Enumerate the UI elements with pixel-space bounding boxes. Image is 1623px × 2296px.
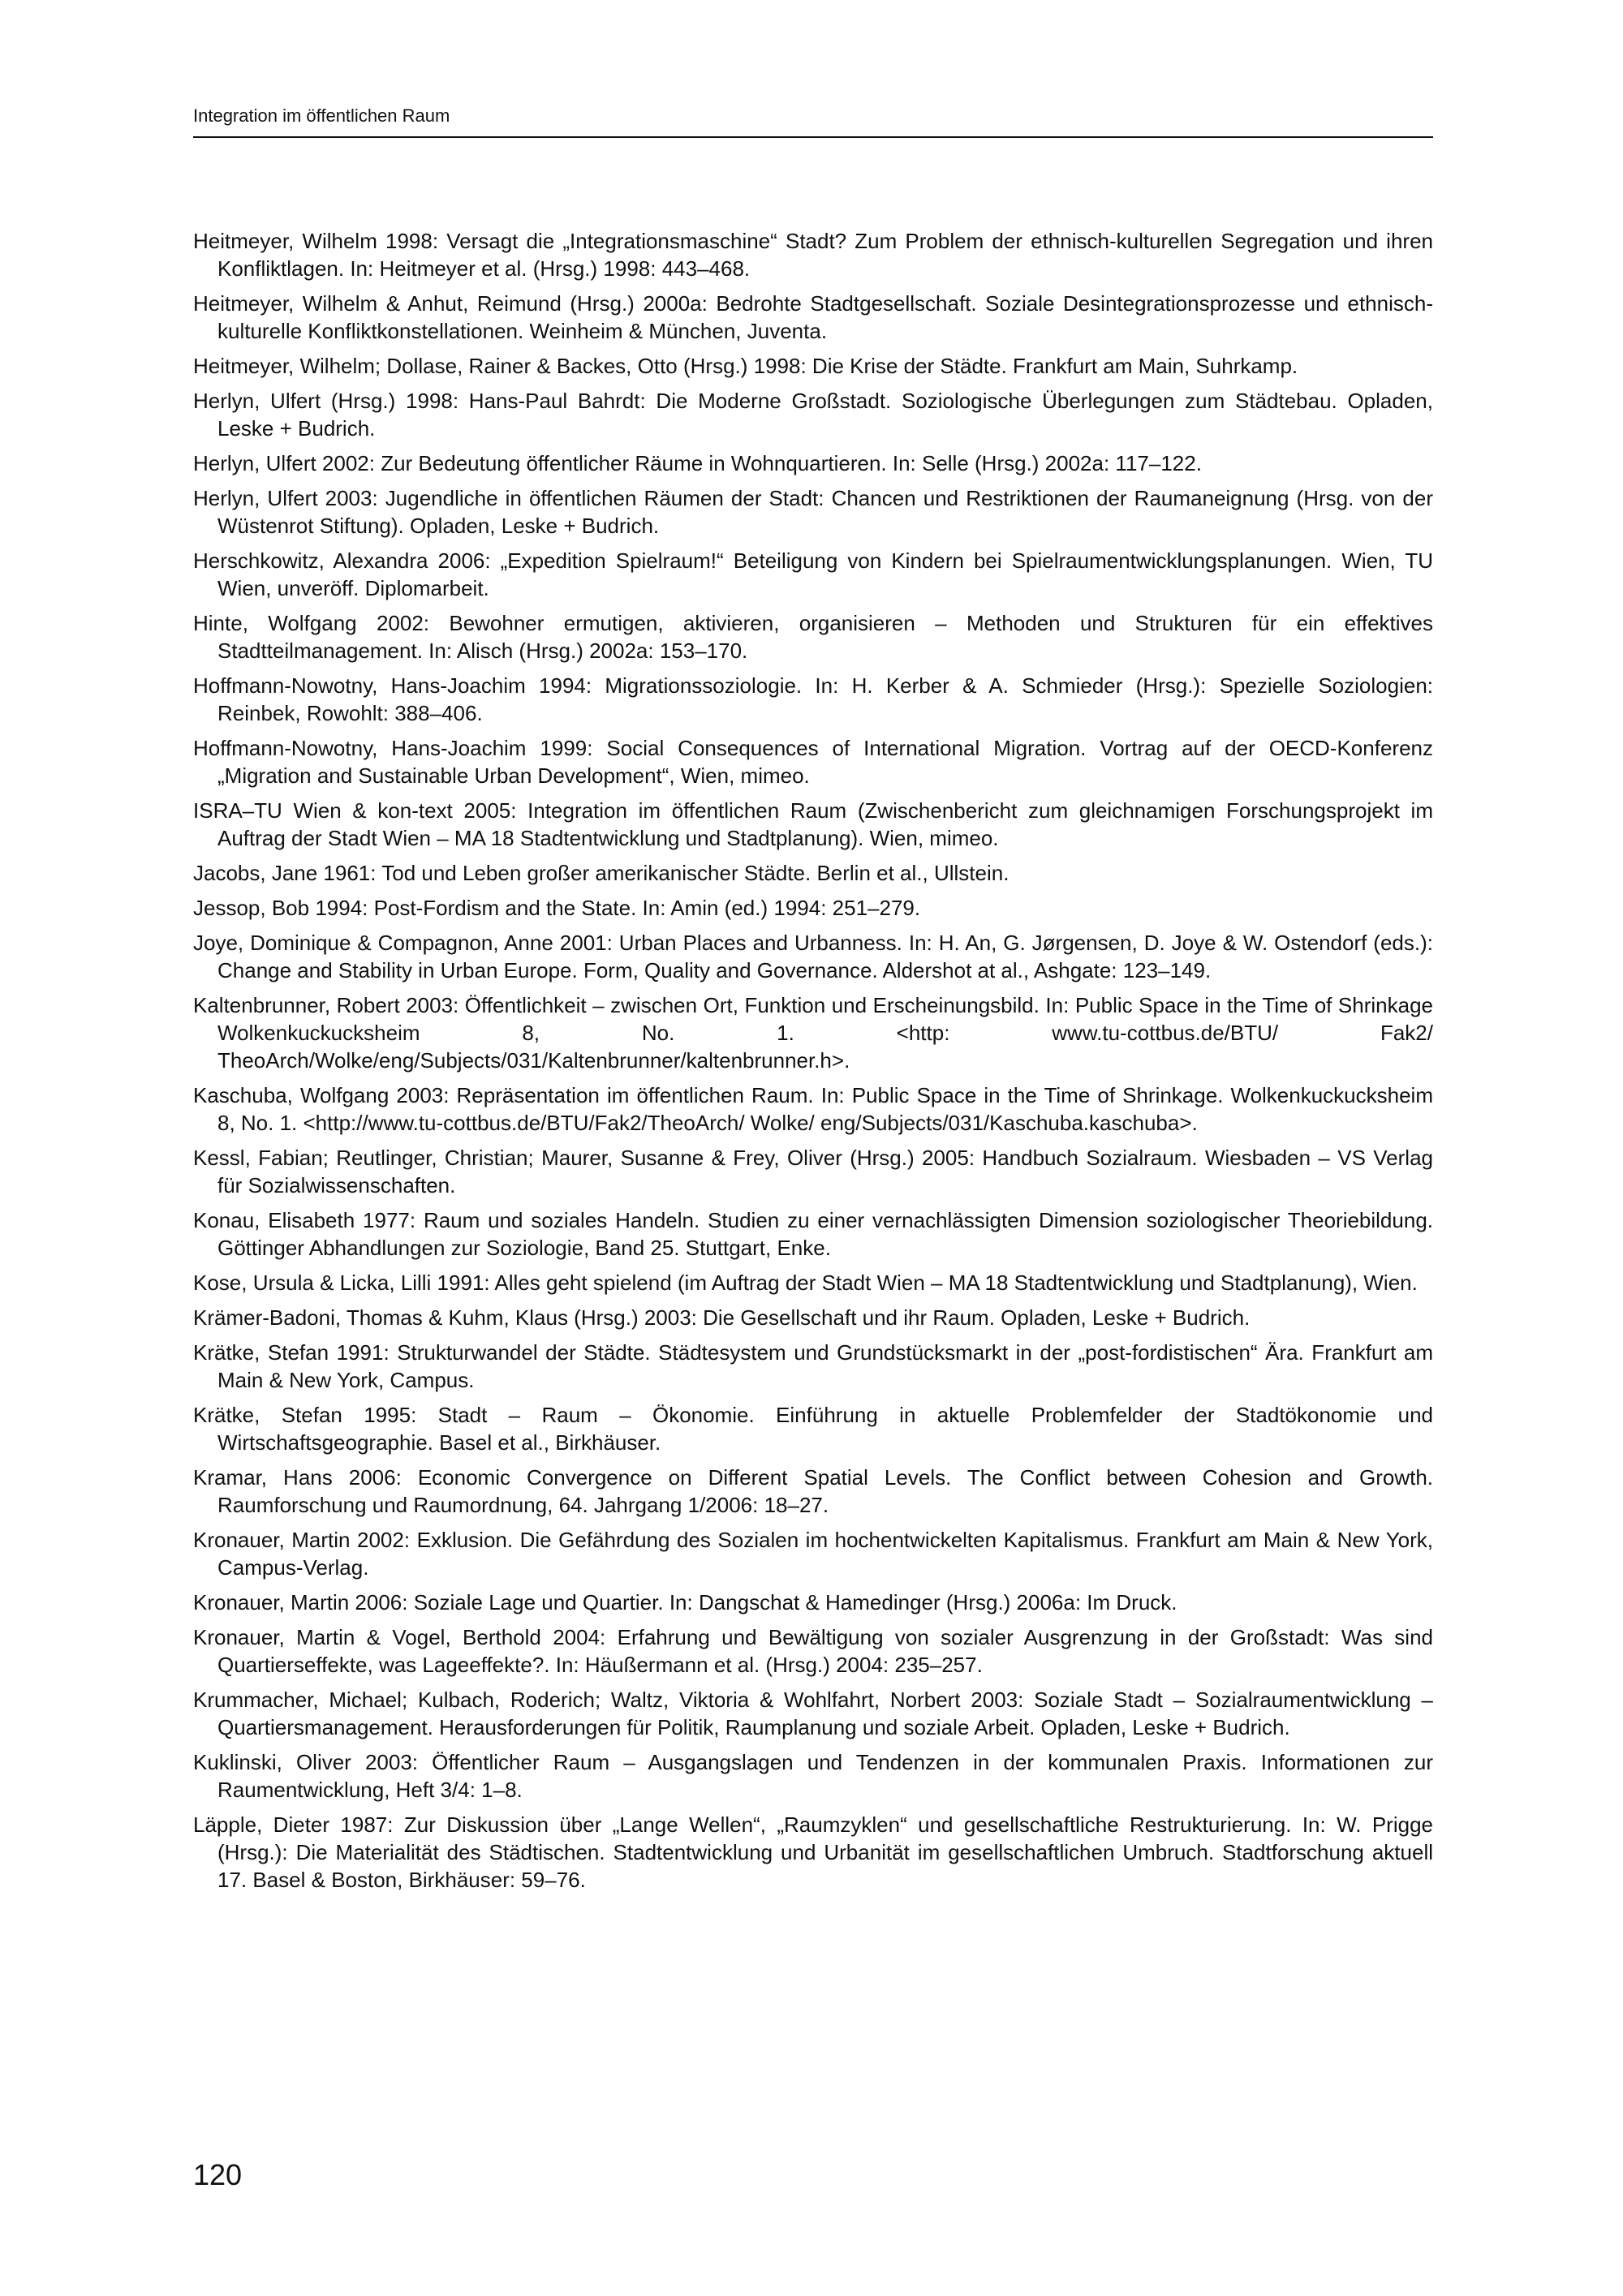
reference-entry: Kronauer, Martin 2002: Exklusion. Die Gefährdung des Sozialen im hochentwickelten Kapitalismus. Frankfurt am Main & New York, Campus-Verlag. xyxy=(193,1528,1433,1580)
reference-entry: Herlyn, Ulfert 2003: Jugendliche in öffentlichen Räumen der Stadt: Chancen und Restriktionen der Raumaneignung (Hrsg. von der Wüstenrot Stiftung). Opladen, Leske + Budrich. xyxy=(193,486,1433,538)
reference-entry: Krätke, Stefan 1991: Strukturwandel der Städte. Städtesystem und Grundstücksmarkt in der „post-fordistischen“ Ära. Frankfurt am Main & New York, Campus. xyxy=(193,1340,1433,1392)
reference-entry: Kronauer, Martin 2006: Soziale Lage und Quartier. In: Dangschat & Hamedinger (Hrsg.) 2006a: Im Druck. xyxy=(193,1590,1177,1615)
reference-entry: Kronauer, Martin & Vogel, Berthold 2004: Erfahrung und Bewältigung von sozialer Ausgrenzung in der Großstadt: Was sind Quartierseffekte, was Lageeffekte?. In: Häußermann et al. (Hrsg.) 2004: 235–257. xyxy=(193,1625,1433,1677)
reference-entry: Läpple, Dieter 1987: Zur Diskussion über „Lange Wellen“, „Raumzyklen“ und gesellschaftliche Restrukturierung. In: W. Prigge (Hrsg.): Die Materialität des Städtischen. Stadtentwicklung und Urbanität im gesellschaftlichen Umbruch. Stadtforschung aktuell 17. Basel & Boston, Birkhäuser: 59–76. xyxy=(193,1812,1433,1892)
running-head: Integration im öffentlichen Raum xyxy=(193,105,450,126)
reference-entry: Krummacher, Michael; Kulbach, Roderich; Waltz, Viktoria & Wohlfahrt, Norbert 2003: Soziale Stadt – Sozialraumentwicklung – Quartiersmanagement. Herausforderungen für Politik, Raumplanung und soziale Arbeit. Opladen, Leske + Budrich. xyxy=(193,1688,1433,1739)
reference-entry: Hoffmann-Nowotny, Hans-Joachim 1999: Social Consequences of International Migration. Vortrag auf der OECD-Konferenz „Migration and Sustainable Urban Development“, Wien, mimeo. xyxy=(193,736,1433,788)
reference-entry: Kramar, Hans 2006: Economic Convergence on Different Spatial Levels. The Conflict between Cohesion and Growth. Raumforschung und Raumordnung, 64. Jahrgang 1/2006: 18–27. xyxy=(193,1465,1433,1517)
reference-entry: Herlyn, Ulfert (Hrsg.) 1998: Hans-Paul Bahrdt: Die Moderne Großstadt. Soziologische Überlegungen zum Städtebau. Opladen, Leske + Budrich. xyxy=(193,389,1433,441)
reference-entry: Krätke, Stefan 1995: Stadt – Raum – Ökonomie. Einführung in aktuelle Problemfelder der Stadtökonomie und Wirtschaftsgeographie. Basel et al., Birkhäuser. xyxy=(193,1403,1433,1455)
reference-entry: Heitmeyer, Wilhelm 1998: Versagt die „Integrationsmaschine“ Stadt? Zum Problem der ethnisch-kulturellen Segregation und ihren Konfliktlagen. In: Heitmeyer et al. (Hrsg.) 1998: 443–468. xyxy=(193,229,1433,281)
reference-entry: Kuklinski, Oliver 2003: Öffentlicher Raum – Ausgangslagen und Tendenzen in der kommunalen Praxis. Informationen zur Raumentwicklung, Heft 3/4: 1–8. xyxy=(193,1750,1433,1802)
reference-entry: Jacobs, Jane 1961: Tod und Leben großer amerikanischer Städte. Berlin et al., Ullstein. xyxy=(193,861,1010,885)
reference-entry: Heitmeyer, Wilhelm; Dollase, Rainer & Backes, Otto (Hrsg.) 1998: Die Krise der Städte. Frankfurt am Main, Suhrkamp. xyxy=(193,354,1298,378)
reference-entry: Konau, Elisabeth 1977: Raum und soziales Handeln. Studien zu einer vernachlässigten Dimension soziologischer Theoriebildung. Göttinger Abhandlungen zur Soziologie, Band 25. Stuttgart, Enke. xyxy=(193,1208,1433,1260)
reference-entry: Herlyn, Ulfert 2002: Zur Bedeutung öffentlicher Räume in Wohnquartieren. In: Selle (Hrsg.) 2002a: 117–122. xyxy=(193,451,1202,475)
reference-entry: Kaschuba, Wolfgang 2003: Repräsentation im öffentlichen Raum. In: Public Space in the Time of Shrinkage. Wolkenkuckucksheim 8, No. 1. <http://www.tu-cottbus.de/BTU/Fak2/TheoArch/ Wolke/ eng/Subjects/031/Kaschuba.kaschuba>. xyxy=(193,1083,1433,1135)
reference-entry: Kessl, Fabian; Reutlinger, Christian; Maurer, Susanne & Frey, Oliver (Hrsg.) 2005: Handbuch Sozialraum. Wiesbaden – VS Verlag für Sozialwissenschaften. xyxy=(193,1146,1433,1197)
reference-entry: Herschkowitz, Alexandra 2006: „Expedition Spielraum!“ Beteiligung von Kindern bei Spielraumentwicklungsplanungen. Wien, TU Wien, unveröff. Diplomarbeit. xyxy=(193,548,1433,600)
reference-list xyxy=(193,227,1433,1901)
reference-entry: Hinte, Wolfgang 2002: Bewohner ermutigen, aktivieren, organisieren – Methoden und Strukturen für ein effektives Stadtteilmanagement. In: Alisch (Hrsg.) 2002a: 153–170. xyxy=(193,611,1433,663)
reference-entry: Kaltenbrunner, Robert 2003: Öffentlichkeit – zwischen Ort, Funktion und Erscheinungsbild. In: Public Space in the Time of Shrinkage Wolkenkuckucksheim 8, No. 1. <http: www.tu-cottbus.de/BTU/ Fak2/ TheoArch/Wolke/eng/Subjects/031/Kaltenbrunner/kaltenbrunner.h>. xyxy=(193,993,1433,1073)
reference-entry: Heitmeyer, Wilhelm & Anhut, Reimund (Hrsg.) 2000a: Bedrohte Stadtgesellschaft. Soziale Desintegrationsprozesse und ethnisch-kulturelle Konfliktkonstellationen. Weinheim & München, Juventa. xyxy=(193,291,1433,343)
reference-entry: Joye, Dominique & Compagnon, Anne 2001: Urban Places and Urbanness. In: H. An, G. Jørgensen, D. Joye & W. Ostendorf (eds.): Change and Stability in Urban Europe. Form, Quality and Governance. Aldershot at al., Ashgate: 123–149. xyxy=(193,931,1433,982)
reference-entry: ISRA–TU Wien & kon-text 2005: Integration im öffentlichen Raum (Zwischenbericht zum gleichnamigen Forschungsprojekt im Auftrag der Stadt Wien – MA 18 Stadtentwicklung und Stadtplanung). Wien, mimeo. xyxy=(193,798,1433,850)
reference-entry: Hoffmann-Nowotny, Hans-Joachim 1994: Migrationssoziologie. In: H. Kerber & A. Schmieder (Hrsg.): Spezielle Soziologien: Reinbek, Rowohlt: 388–406. xyxy=(193,673,1433,725)
page-number: 120 xyxy=(193,2158,243,2191)
header-rule xyxy=(193,136,1433,138)
reference-entry: Kose, Ursula & Licka, Lilli 1991: Alles geht spielend (im Auftrag der Stadt Wien – MA 18 Stadtentwicklung und Stadtplanung), Wien. xyxy=(193,1271,1418,1295)
reference-entry: Krämer-Badoni, Thomas & Kuhm, Klaus (Hrsg.) 2003: Die Gesellschaft und ihr Raum. Opladen, Leske + Budrich. xyxy=(193,1305,1251,1330)
reference-entry: Jessop, Bob 1994: Post-Fordism and the State. In: Amin (ed.) 1994: 251–279. xyxy=(193,896,921,920)
